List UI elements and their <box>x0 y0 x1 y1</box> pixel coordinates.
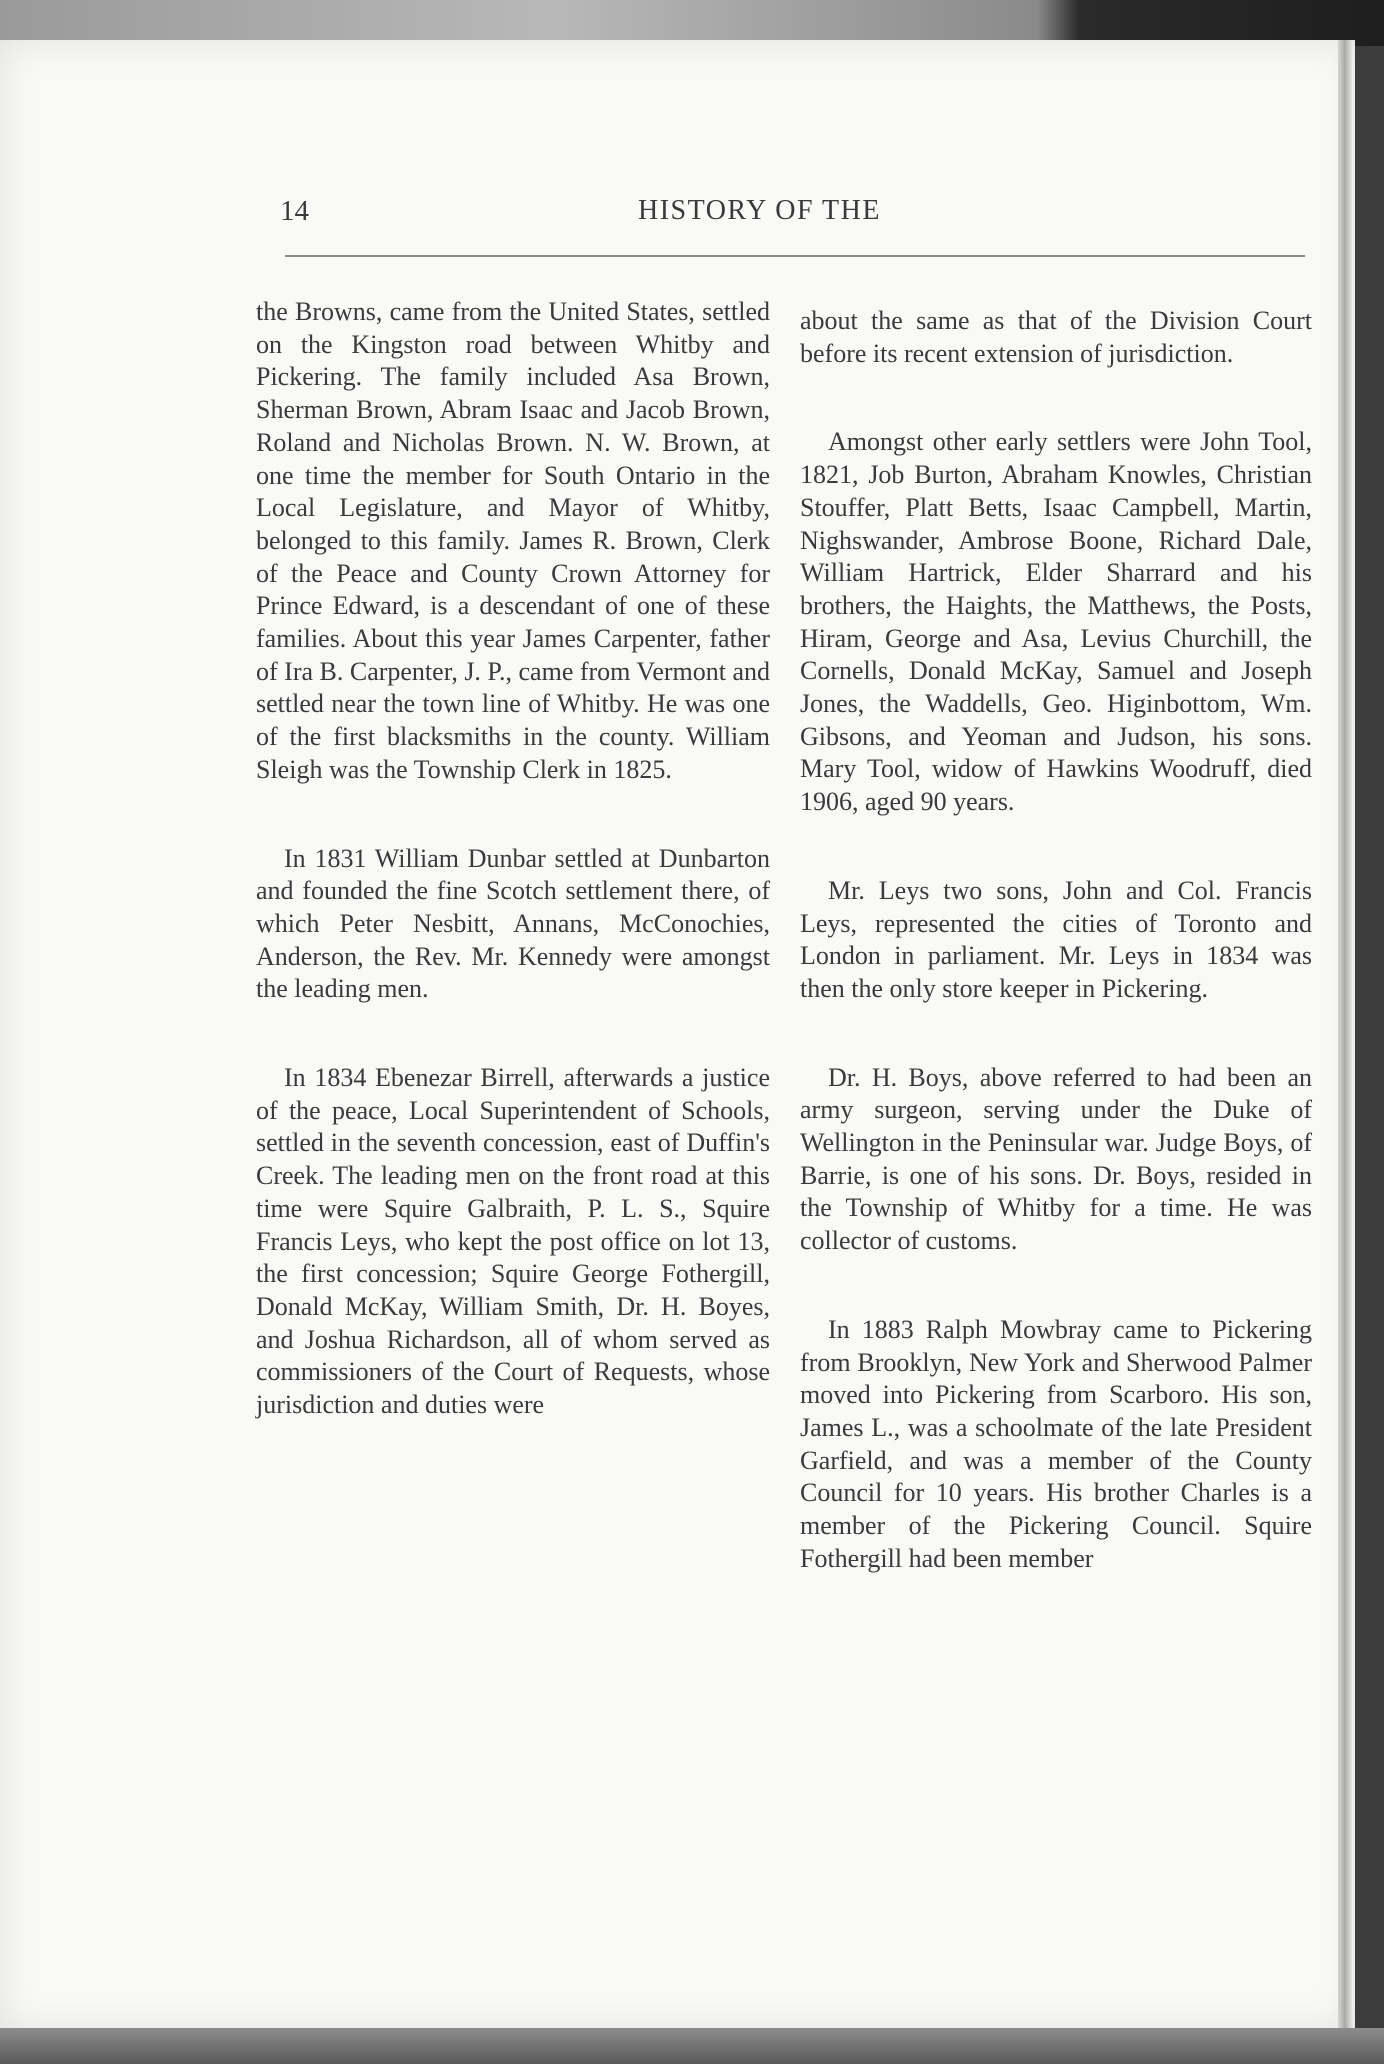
right-column <box>800 305 1312 1632</box>
paragraph-mowbray: In 1883 Ralph Mowbray came to Pickering from Brooklyn, New York and Sherwood Palmer moved into Pickering from Scarboro. His son, James L., was a schoolmate of the late President Garfield, and was a member of the County Council for 10 years. His brother Charles is a member of the Pickering Council. Squire Fothergill had been member <box>800 1314 1312 1573</box>
paragraph-leys-sons: Mr. Leys two sons, John and Col. Francis Leys, represented the cities of Toronto and London in parliament. Mr. Leys in 1834 was then the only store keeper in Pickering. <box>800 875 1312 1003</box>
paragraph-early-settlers: Amongst other early settlers were John Tool, 1821, Job Burton, Abraham Knowles, Christian Stouffer, Platt Betts, Isaac Campbell, Martin, Nighswander, Ambrose Boone, Richard Dale, William Hartrick, Elder Sharrard and his brothers, the Haights, the Matthews, the Posts, Hiram, George and Asa, Levius Churchill, the Cornells, Donald McKay, Samuel and Joseph Jones, the Waddells, Geo. Higinbottom, Wm. Gibsons, and Yeoman and Judson, his sons. Mary Tool, widow of Hawkins Woodruff, died 1906, aged 90 years. <box>800 427 1312 817</box>
running-title: HISTORY OF THE <box>638 195 881 226</box>
paragraph-dr-boys: Dr. H. Boys, above referred to had been an army surgeon, serving under the Duke of Wellington in the Peninsular war. Judge Boys, of Barrie, is one of his sons. Dr. Boys, resided in the Township of Whitby for a time. He was collector of customs. <box>800 1062 1312 1256</box>
paragraph-dunbar: In 1831 William Dunbar settled at Dunbarton and founded the fine Scotch settlement there, of which Peter Nesbitt, Annans, McConochies, Anderson, the Rev. Mr. Kennedy were amongst the leading men. <box>256 843 770 1004</box>
header-rule <box>285 255 1305 257</box>
page-header <box>280 195 1305 235</box>
left-column <box>256 296 770 1478</box>
paragraph-browns: the Browns, came from the United States, settled on the Kingston road between Whitby and Pickering. The family included Asa Brown, Sherman Brown, Abram Isaac and Jacob Brown, Roland and Nicholas Brown. N. W. Brown, at one time the member for South Ontario in the Local Legislature, and Mayor of Whitby, belonged to this family. James R. Brown, Clerk of the Peace and County Crown Attorney for Prince Edward, is a descendant of one of these families. About this year James Carpenter, father of Ira B. Carpenter, J. P., came from Vermont and settled near the town line of Whitby. He was one of the first blacksmiths in the county. William Sleigh was the Township Clerk in 1825. <box>256 297 771 784</box>
scan-bottom-edge <box>0 2028 1384 2064</box>
paragraph-birrell: In 1834 Ebenezar Birrell, afterwards a justice of the peace, Local Superintendent of Schools, settled in the seventh concession, east of Duffin's Creek. The leading men on the front road at this time were Squire Galbraith, P. L. S., Squire Francis Leys, who kept the post office on lot 13, the first concession; Squire George Fothergill, Donald McKay, William Smith, Dr. H. Boyes, and Joshua Richardson, all of whom served as commissioners of the Court of Requests, whose jurisdiction and duties were <box>256 1063 770 1420</box>
page-edge-shadow <box>1338 40 1352 2030</box>
paragraph-division-court: about the same as that of the Division Court before its recent extension of jurisdiction. <box>800 306 1312 368</box>
page-number: 14 <box>280 195 309 227</box>
